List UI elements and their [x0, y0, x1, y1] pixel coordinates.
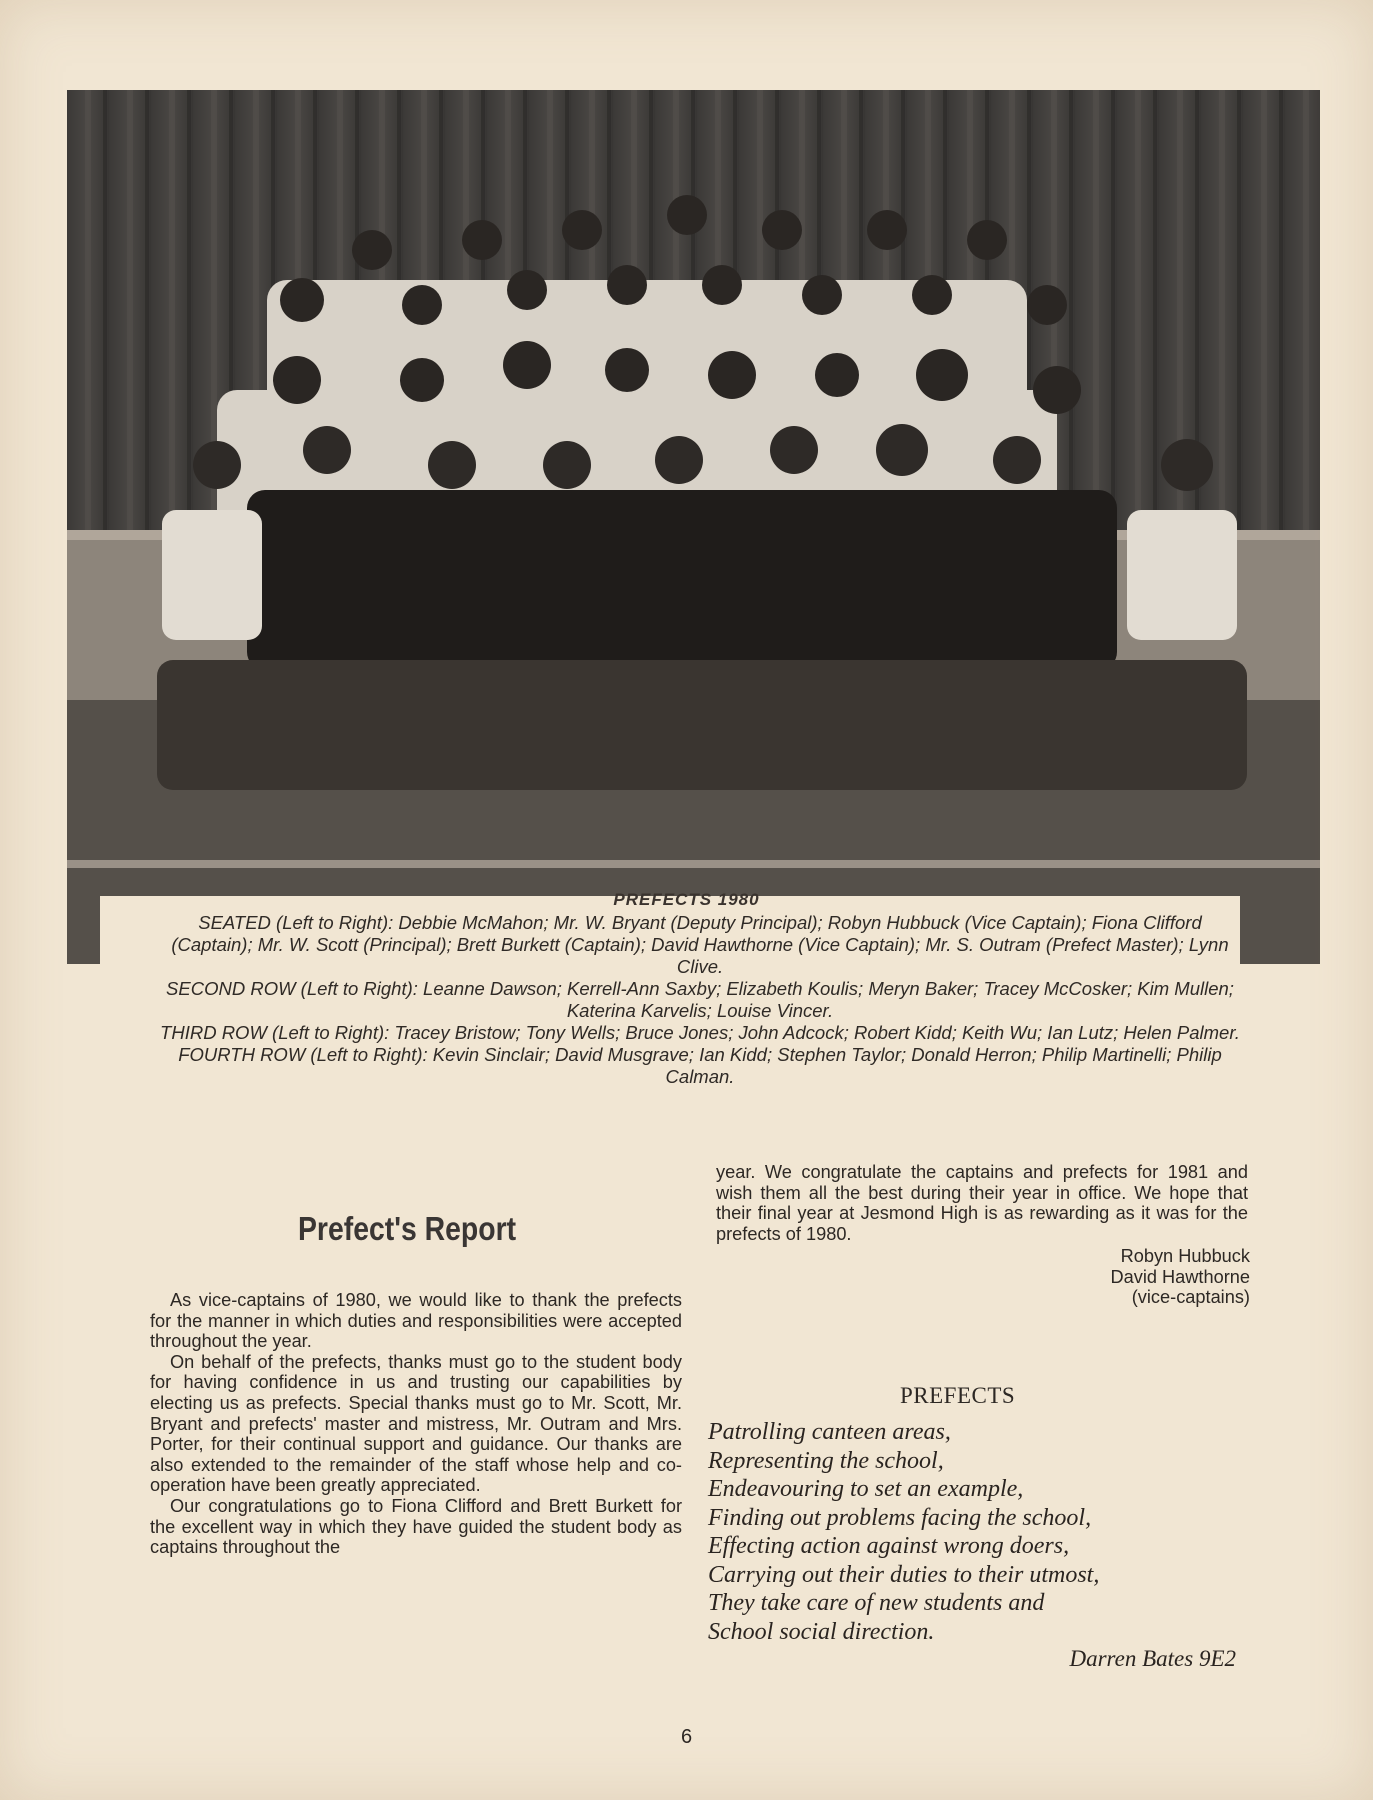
caption-seated-row: SEATED (Left to Right): Debbie McMahon; Mr. W. Bryant (Deputy Principal); Robyn Hubbuck (Vice Captain); Fiona Clifford (Captain); Mr. W. Scott (Principal); Brett Burkett (Captain); David Hawthorne (Vice Captain); Mr. S. Outram (Prefect Master); Lynn Clive.: [171, 912, 1229, 977]
poem-line: Carrying out their duties to their utmost,: [708, 1561, 1100, 1588]
report-paragraph: As vice-captains of 1980, we would like to thank the prefects for the manner in which duties and responsibilities were accepted throughout the year.: [150, 1290, 682, 1352]
report-column-left: [150, 1290, 682, 1558]
caption-second-row: SECOND ROW (Left to Right): Leanne Dawson; Kerrell-Ann Saxby; Elizabeth Koulis; Meryn Baker; Tracey McCosker; Kim Mullen; Katerina Karvelis; Louise Vincer.: [166, 978, 1234, 1021]
group-photo-illustration: [67, 90, 1320, 964]
photo-caption: [160, 912, 1240, 1088]
poem-line: Endeavouring to set an example,: [708, 1476, 1024, 1502]
poem-line: Representing the school,: [708, 1447, 944, 1474]
poem-body: [708, 1418, 1268, 1646]
poem-line: Patrolling canteen areas,: [708, 1419, 951, 1445]
signatory-role: (vice-captains): [1131, 1287, 1250, 1308]
poem-line: They take care of new students and: [708, 1590, 1045, 1616]
report-paragraph: On behalf of the prefects, thanks must go to the student body for having confidence in us and trusting our capabilities by electing us as prefects. Special thanks must go to Mr. Scott, Mr. Bryant and prefects' master and mistress, Mr. Outram and Mrs. Porter, for their continual support and guidance. Our thanks are also extended to the remainder of the staff whose help and co-operation have been greatly appreciated.: [150, 1351, 682, 1496]
poem-line: School social direction.: [708, 1618, 935, 1645]
photo-caption-title: PREFECTS 1980: [613, 890, 760, 909]
report-column-right: [716, 1162, 1248, 1244]
caption-fourth-row: FOURTH ROW (Left to Right): Kevin Sinclair; David Musgrave; Ian Kidd; Stephen Taylor; Donald Herron; Philip Martinelli; Philip Calman.: [178, 1044, 1222, 1087]
page-number: 6: [680, 1726, 693, 1748]
poem-line: Effecting action against wrong doers,: [708, 1533, 1070, 1559]
poem-author: Darren Bates 9E2: [1069, 1646, 1236, 1671]
group-photo: [67, 90, 1320, 964]
report-heading: Prefect's Report: [298, 1210, 517, 1247]
signatory-name: Robyn Hubbuck: [1120, 1246, 1250, 1266]
report-paragraph: Our congratulations go to Fiona Clifford and Brett Burkett for the excellent way in which they have guided the student body as captains throughout the: [150, 1495, 682, 1558]
poem-line: Finding out problems facing the school,: [708, 1504, 1092, 1531]
signatory-name: David Hawthorne: [1110, 1266, 1250, 1287]
report-signature: [1000, 1246, 1250, 1308]
caption-third-row: THIRD ROW (Left to Right): Tracey Bristow; Tony Wells; Bruce Jones; John Adcock; Robert Kidd; Keith Wu; Ian Lutz; Helen Palmer.: [160, 1022, 1240, 1043]
poem-title: PREFECTS: [900, 1383, 1016, 1408]
report-continuation: year. We congratulate the captains and prefects for 1981 and wish them all the best during their year in office. We hope that their final year at Jesmond High is as rewarding as it was for the prefects of 1980.: [716, 1162, 1248, 1244]
